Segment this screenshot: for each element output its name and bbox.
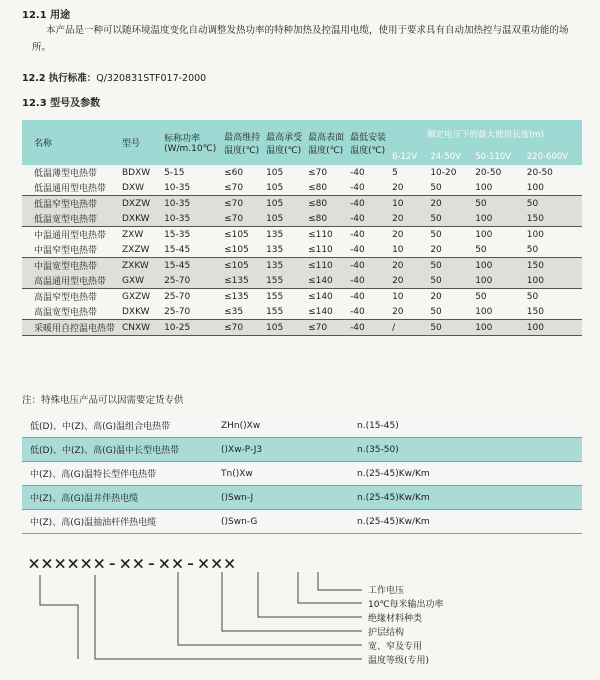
cell-l1: 20 — [392, 306, 404, 317]
cell-l2: 50 — [430, 306, 442, 317]
hdr-power: 标称功率(W/m.10℃) — [161, 120, 221, 165]
cell-l4: 100 — [524, 273, 582, 289]
cell-power: 10-35 — [164, 182, 191, 193]
cell-l3: 100 — [472, 320, 524, 336]
cell-maint: ≤70 — [221, 211, 263, 227]
cell-name: 低温薄型电热带 — [34, 169, 98, 179]
cell-power: 10-35 — [161, 211, 221, 227]
cell-surface: ≤110 — [308, 244, 333, 255]
cell-l2: 20 — [430, 244, 442, 255]
cell-withstand: 135 — [263, 227, 305, 243]
cell-l3: 100 — [472, 258, 524, 274]
hdr-length: 额定电压下的最大使用长度(m) — [389, 120, 582, 148]
cell-l1: 20 — [389, 227, 427, 243]
cell-l2: 50 — [427, 320, 472, 336]
cell-power: 15-45 — [164, 244, 191, 255]
cell-l3: 50 — [472, 196, 524, 212]
hdr-model: 型号 — [119, 120, 161, 165]
cell-l2: 10-20 — [430, 167, 457, 178]
cell-name: 低温窄型电热带 — [22, 196, 119, 212]
product-value: n.(25-45)Kw/Km — [349, 486, 582, 510]
cell-surface: ≤140 — [305, 289, 347, 305]
cell-install: -40 — [347, 196, 389, 212]
cell-l2: 50 — [427, 273, 472, 289]
cell-l3: 100 — [472, 227, 524, 243]
cell-withstand: 135 — [263, 258, 305, 274]
cell-model: DXW — [122, 182, 144, 193]
hdr-name: 名称 — [22, 120, 119, 165]
cell-withstand: 105 — [266, 167, 284, 178]
cell-power: 5-15 — [164, 167, 185, 178]
cell-model: DXZW — [119, 196, 161, 212]
hdr-voltage-4: 220-600V — [524, 148, 582, 165]
product-name: 低(D)、中(Z)、高(G)温中长型电热带 — [22, 438, 213, 462]
hdr-maint: 最高维持温度(℃) — [221, 120, 263, 165]
cell-maint: ≤70 — [221, 196, 263, 212]
cell-name: 采暖用自控温电热带 — [22, 320, 119, 336]
product-name: 中(Z)、高(G)温特长型伴电热带 — [22, 462, 213, 486]
cell-l3: 50 — [472, 289, 524, 305]
cell-l2: 20 — [427, 196, 472, 212]
cell-name: 中温宽型电热带 — [22, 258, 119, 274]
cell-power: 15-35 — [161, 227, 221, 243]
cell-maint: ≤105 — [224, 244, 249, 255]
cell-install: -40 — [350, 182, 365, 193]
cell-withstand: 105 — [266, 182, 284, 193]
model-code: ××××××-××-××-××× — [28, 551, 237, 575]
cell-l1: 10 — [389, 289, 427, 305]
cell-maint: ≤60 — [224, 167, 244, 178]
hdr-install: 最低安装温度(℃) — [347, 120, 389, 165]
cell-l1: 10 — [392, 244, 404, 255]
cell-name: 高温宽型电热带 — [34, 308, 98, 318]
code-label-temp-grade: 温度等级(专用) — [368, 656, 430, 666]
cell-model: GXW — [119, 273, 161, 289]
cell-withstand: 155 — [266, 306, 284, 317]
cell-name: 中温通用型电热带 — [22, 227, 119, 243]
cell-l4: 100 — [526, 182, 544, 193]
code-label-sheath: 护层结构 — [368, 628, 405, 638]
cell-surface: ≤140 — [305, 273, 347, 289]
cell-maint: ≤135 — [221, 273, 263, 289]
hdr-withstand: 最高承受温度(℃) — [263, 120, 305, 165]
cell-withstand: 105 — [263, 196, 305, 212]
product-value: n.(15-45) — [349, 414, 582, 438]
cell-install: -40 — [347, 227, 389, 243]
cell-l2: 50 — [427, 258, 472, 274]
product-code: ZHn()Xw — [213, 414, 349, 438]
cell-withstand: 155 — [263, 273, 305, 289]
cell-name: 低温通用型电热带 — [34, 184, 107, 194]
cell-power: 25-70 — [161, 273, 221, 289]
product-code: ()Xw-P-J3 — [213, 438, 349, 462]
code-label-insulation: 绝缘材料种类 — [368, 614, 423, 624]
cell-l1: 20 — [389, 258, 427, 274]
cell-l1: / — [389, 320, 427, 336]
cell-install: -40 — [347, 211, 389, 227]
cell-l2: 50 — [427, 211, 472, 227]
product-name: 低(D)、中(Z)、高(G)温组合电热带 — [22, 414, 213, 438]
standard-label: 12.2 执行标准： — [22, 73, 97, 84]
cell-power: 10-25 — [161, 320, 221, 336]
section-models-title: 12.3 型号及参数 — [22, 98, 101, 109]
standard-value: Q/320831STF017-2000 — [96, 73, 207, 84]
cell-l4: 100 — [524, 320, 582, 336]
cell-l3: 20-50 — [475, 167, 502, 178]
cell-l3: 100 — [475, 306, 493, 317]
product-code: Tn()Xw — [213, 462, 349, 486]
cell-surface: ≤80 — [305, 196, 347, 212]
cell-power: 10-35 — [161, 196, 221, 212]
cell-l1: 20 — [392, 182, 404, 193]
cell-withstand: 135 — [266, 244, 284, 255]
cell-l1: 20 — [389, 273, 427, 289]
cell-l4: 20-50 — [526, 167, 553, 178]
cell-power: 25-70 — [164, 306, 191, 317]
section-purpose-title: 12.1 用途 — [22, 10, 71, 21]
cell-l4: 100 — [524, 227, 582, 243]
cell-model: ZXZW — [122, 244, 150, 255]
cell-withstand: 155 — [263, 289, 305, 305]
cell-l1: 20 — [389, 211, 427, 227]
code-label-width: 宽、窄及专用 — [368, 642, 423, 652]
cell-name: 低温宽型电热带 — [22, 211, 119, 227]
cell-l4: 50 — [524, 196, 582, 212]
cell-surface: ≤80 — [308, 182, 328, 193]
cell-l3: 100 — [472, 273, 524, 289]
cell-model: ZXW — [119, 227, 161, 243]
cell-maint: ≤105 — [221, 258, 263, 274]
cell-l1: 5 — [392, 167, 398, 178]
product-value: n.(25-45)Kw/Km — [349, 462, 582, 486]
cell-l2: 50 — [427, 227, 472, 243]
cell-install: -40 — [347, 320, 389, 336]
cell-surface: ≤70 — [308, 167, 328, 178]
cell-l4: 150 — [524, 211, 582, 227]
cell-withstand: 105 — [263, 211, 305, 227]
cell-model: GXZW — [119, 289, 161, 305]
cell-surface: ≤110 — [305, 227, 347, 243]
cell-name: 中温窄型电热带 — [34, 246, 98, 256]
cell-l2: 50 — [430, 182, 442, 193]
cell-surface: ≤80 — [305, 211, 347, 227]
product-value: n.(35-50) — [349, 438, 582, 462]
hdr-surface: 最高表面温度(℃) — [305, 120, 347, 165]
hdr-voltage-1: 6-12V — [389, 148, 427, 165]
product-code: ()Swn-J — [213, 486, 349, 510]
cell-maint: ≤135 — [221, 289, 263, 305]
cell-l1: 10 — [389, 196, 427, 212]
cell-surface: ≤140 — [308, 306, 333, 317]
cell-surface: ≤110 — [305, 258, 347, 274]
cell-l3: 100 — [475, 182, 493, 193]
cell-maint: ≤35 — [224, 306, 244, 317]
cell-install: -40 — [347, 289, 389, 305]
cell-surface: ≤70 — [305, 320, 347, 336]
special-voltage-note: 注：特殊电压产品可以因需要定货专供 — [22, 395, 184, 406]
cell-maint: ≤105 — [221, 227, 263, 243]
product-value: n.(25-45)Kw/Km — [349, 510, 582, 534]
cell-model: BDXW — [122, 167, 151, 178]
cell-l4: 50 — [524, 289, 582, 305]
cell-install: -40 — [350, 306, 365, 317]
product-name: 中(Z)、高(G)温抽油杆伴热电缆 — [22, 510, 213, 534]
product-code: ()Swn-G — [213, 510, 349, 534]
cell-install: -40 — [350, 244, 365, 255]
cell-model: DXKW — [119, 211, 161, 227]
cell-l4: 50 — [526, 244, 539, 255]
cell-install: -40 — [347, 273, 389, 289]
cell-maint: ≤70 — [224, 182, 244, 193]
code-label-power: 10℃每米输出功率 — [368, 600, 444, 610]
cell-l3: 50 — [475, 244, 487, 255]
hdr-voltage-3: 50-110V — [472, 148, 524, 165]
cell-l4: 150 — [524, 258, 582, 274]
cell-withstand: 105 — [263, 320, 305, 336]
cell-name: 高温通用型电热带 — [22, 273, 119, 289]
product-name: 中(Z)、高(G)温井伴热电缆 — [22, 486, 213, 510]
cell-l4: 150 — [526, 306, 544, 317]
cell-name: 高温窄型电热带 — [22, 289, 119, 305]
code-label-voltage: 工作电压 — [368, 586, 405, 596]
purpose-paragraph: 本产品是一种可以随环境温度变化自动调整发热功率的特种加热及控温用电缆，使用于要求具有自动加热控与温双重功能的场所。 — [32, 25, 569, 53]
cell-model: CNXW — [119, 320, 161, 336]
cell-model: DXKW — [122, 306, 150, 317]
cell-l2: 20 — [427, 289, 472, 305]
cell-model: ZXKW — [119, 258, 161, 274]
cell-install: -40 — [347, 258, 389, 274]
cell-maint: ≤70 — [221, 320, 263, 336]
cell-l3: 100 — [472, 211, 524, 227]
cell-power: 15-45 — [161, 258, 221, 274]
cell-install: -40 — [350, 167, 365, 178]
hdr-voltage-2: 24-50V — [427, 148, 472, 165]
cell-power: 25-70 — [161, 289, 221, 305]
